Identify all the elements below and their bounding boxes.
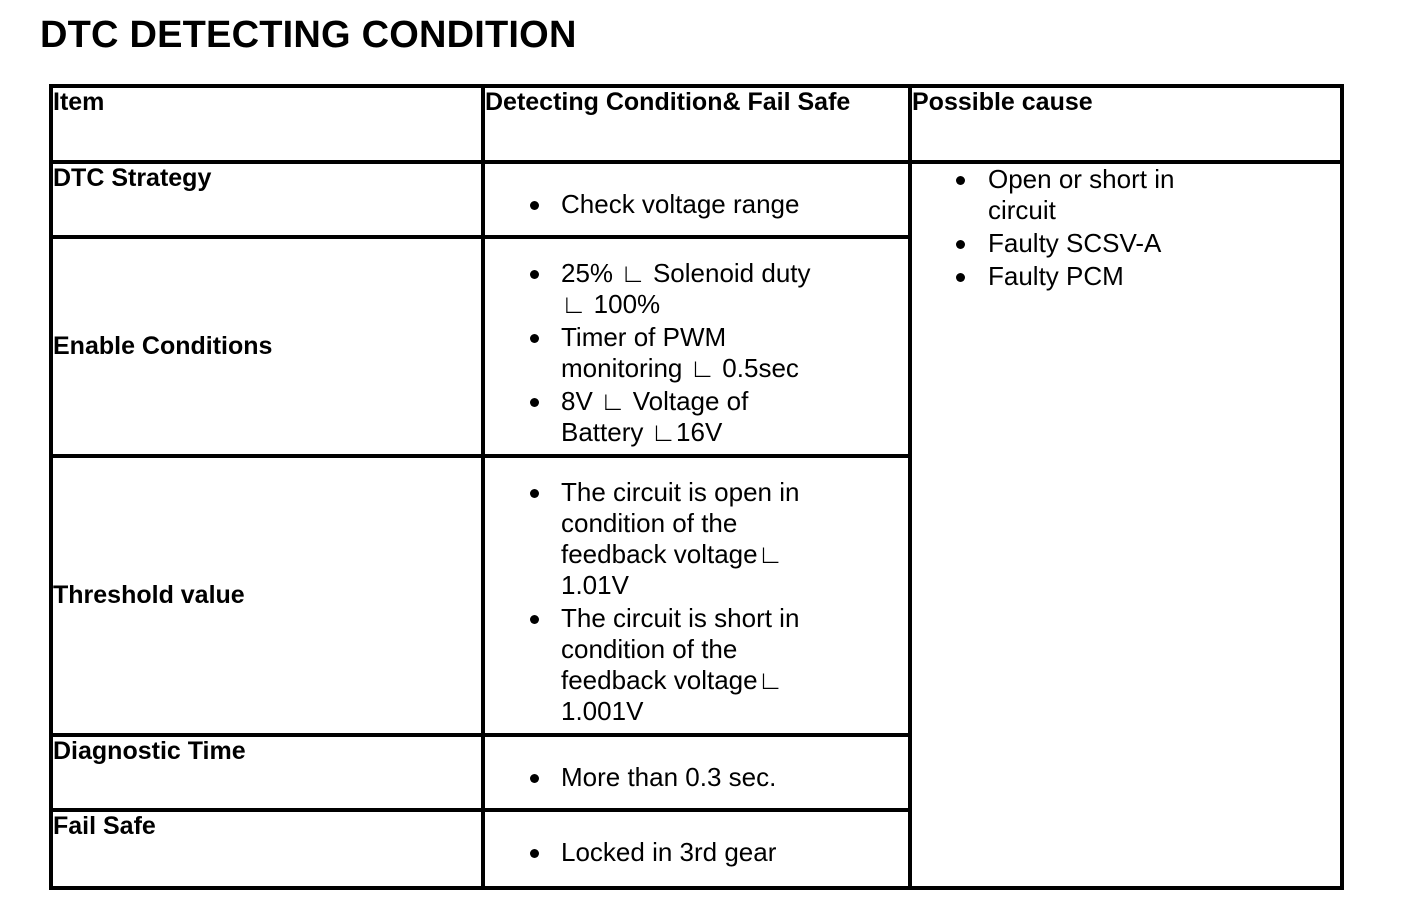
condition-list (485, 837, 908, 868)
table-header-row (51, 86, 1342, 162)
condition-bullet: The circuit is short in condition of the feedback voltage∟ 1.001V (485, 603, 825, 727)
condition-cell (483, 735, 910, 810)
item-threshold-value: Threshold value (51, 456, 483, 735)
header-condition: Detecting Condition& Fail Safe (483, 86, 910, 162)
condition-bullet: Timer of PWM monitoring ∟ 0.5sec (485, 322, 825, 384)
condition-list (485, 762, 908, 793)
condition-cell (483, 456, 910, 735)
item-enable-conditions: Enable Conditions (51, 237, 483, 456)
item-fail-safe: Fail Safe (51, 810, 483, 888)
cause-bullet: Faulty SCSV-A (912, 228, 1202, 259)
condition-bullet: Locked in 3rd gear (485, 837, 908, 868)
item-dtc-strategy: DTC Strategy (51, 162, 483, 237)
cause-bullet: Faulty PCM (912, 261, 1202, 292)
dtc-condition-table (49, 84, 1344, 890)
condition-list (485, 189, 908, 220)
header-cause: Possible cause (910, 86, 1342, 162)
condition-bullet: 8V ∟ Voltage of Battery ∟16V (485, 386, 825, 448)
condition-cell (483, 162, 910, 237)
header-item: Item (51, 86, 483, 162)
condition-cell (483, 237, 910, 456)
possible-cause-list (912, 164, 1202, 292)
condition-bullet: The circuit is open in condition of the feedback voltage∟ 1.01V (485, 477, 825, 601)
condition-cell (483, 810, 910, 888)
condition-bullet: 25% ∟ Solenoid duty ∟ 100% (485, 258, 825, 320)
condition-list (485, 258, 825, 448)
page-title: DTC DETECTING CONDITION (40, 14, 577, 56)
cause-bullet: Open or short in circuit (912, 164, 1202, 226)
condition-list (485, 477, 825, 727)
possible-cause-cell (910, 162, 1342, 888)
condition-bullet: Check voltage range (485, 189, 908, 220)
item-diagnostic-time: Diagnostic Time (51, 735, 483, 810)
condition-bullet: More than 0.3 sec. (485, 762, 908, 793)
table-row (51, 162, 1342, 237)
